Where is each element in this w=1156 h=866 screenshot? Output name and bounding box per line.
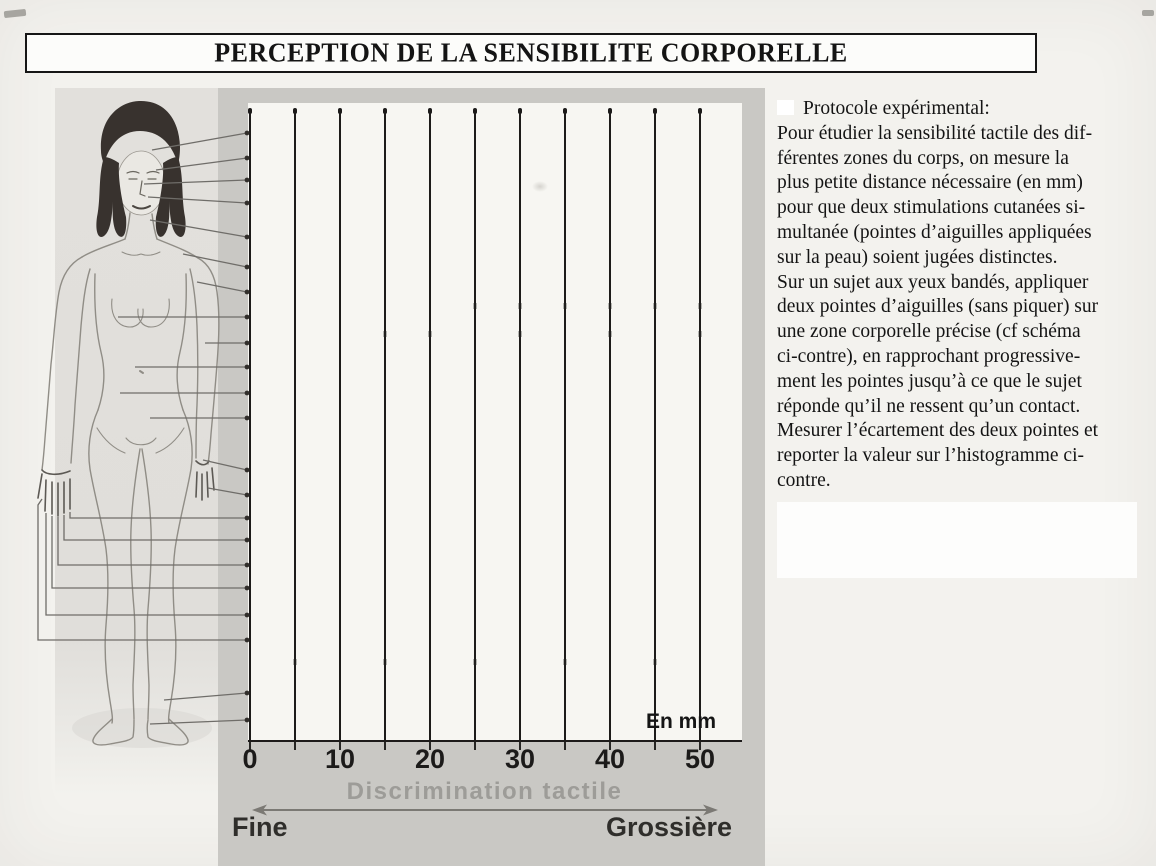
- gridline-30mm: [519, 110, 521, 740]
- scan-artifact: [1142, 10, 1154, 16]
- scan-ink-nub: [428, 331, 432, 337]
- protocol-line: contre.: [777, 469, 831, 491]
- gridline-15mm: [384, 110, 386, 740]
- protocol-line: réponde qu’il ne ressent qu’un contact.: [777, 395, 1081, 417]
- title-banner: [25, 33, 1037, 73]
- white-square-marker-icon: [777, 100, 794, 115]
- page-title: PERCEPTION DE LA SENSIBILITE CORPORELLE: [214, 37, 848, 68]
- axis-tick: [654, 742, 656, 750]
- scan-smudge: [532, 181, 548, 192]
- scale-label-fine: Fine: [232, 812, 288, 842]
- gridline-35mm: [564, 110, 566, 740]
- gridline-45mm: [654, 110, 656, 740]
- x-axis-line: [248, 740, 742, 742]
- scan-ink-nub: [653, 303, 657, 309]
- protocol-line: Sur un sujet aux yeux bandés, appliquer: [777, 271, 1089, 293]
- gridline-25mm: [474, 110, 476, 740]
- protocol-line: sur la peau) soient jugées distinctes.: [777, 246, 1058, 268]
- scan-ink-nub: [383, 331, 387, 337]
- protocol-line: multanée (pointes d’aiguilles appliquées: [777, 221, 1092, 243]
- axis-title: Discrimination tactile: [346, 778, 623, 805]
- protocol-line: Pour étudier la sensibilité tactile des dif-: [777, 122, 1093, 144]
- gridline-40mm: [609, 110, 611, 740]
- axis-tick: [384, 742, 386, 750]
- scan-ink-nub: [698, 303, 702, 309]
- protocol-line: une zone corporelle précise (cf schéma: [777, 321, 1081, 343]
- protocol-heading-line: [777, 97, 1156, 122]
- protocol-line: férentes zones du corps, on mesure la: [777, 147, 1069, 169]
- leader-dots: [245, 131, 250, 723]
- scan-ink-nub: [698, 331, 702, 337]
- scan-ink-nub: [473, 303, 477, 309]
- body-figure: [28, 85, 250, 815]
- protocol-line: plus petite distance nécessaire (en mm): [777, 172, 1083, 194]
- protocol-line: ment les pointes jusqu’à ce que le sujet: [777, 370, 1082, 392]
- scan-ink-nub: [518, 303, 522, 309]
- gridline-10mm: [339, 110, 341, 740]
- scan-ink-nub: [563, 303, 567, 309]
- scan-ink-nub: [383, 659, 387, 665]
- protocol-line: pour que deux stimulations cutanées si-: [777, 197, 1086, 219]
- gridline-20mm: [429, 110, 431, 740]
- protocol-line: Mesurer l’écartement des deux pointes et: [777, 420, 1099, 442]
- scan-ink-nub: [518, 331, 522, 337]
- histogram-plot-area: [248, 103, 742, 742]
- blank-white-box: [777, 502, 1137, 578]
- scan-ink-nub: [653, 659, 657, 665]
- scale-label-grossiere: Grossière: [606, 812, 733, 842]
- x-tick-label-50: 50: [684, 744, 716, 774]
- x-tick-label-30: 30: [504, 744, 536, 774]
- axis-tick: [564, 742, 566, 750]
- protocol-heading: Protocole expérimental:: [803, 98, 990, 119]
- protocol-text-block: [777, 97, 1156, 494]
- gridline-5mm: [294, 110, 296, 740]
- scan-artifact: [4, 9, 27, 18]
- x-tick-label-10: 10: [324, 744, 356, 774]
- axis-tick: [294, 742, 296, 750]
- axis-tick: [474, 742, 476, 750]
- x-tick-label-40: 40: [594, 744, 626, 774]
- protocol-line: reporter la valeur sur l’histogramme ci-: [777, 445, 1085, 467]
- scan-ink-nub: [608, 303, 612, 309]
- gridline-50mm: [699, 110, 701, 740]
- x-tick-label-20: 20: [414, 744, 446, 774]
- scan-ink-nub: [473, 659, 477, 665]
- scan-ink-nub: [608, 331, 612, 337]
- unit-label: En mm: [645, 710, 716, 733]
- protocol-line: ci-contre), en rapprochant progressive-: [777, 345, 1081, 367]
- x-tick-label-0: 0: [242, 744, 258, 774]
- protocol-line: deux pointes d’aiguilles (sans piquer) sur: [777, 296, 1099, 318]
- scan-ink-nub: [563, 659, 567, 665]
- scan-ink-nub: [293, 659, 297, 665]
- histogram-panel: [218, 88, 765, 866]
